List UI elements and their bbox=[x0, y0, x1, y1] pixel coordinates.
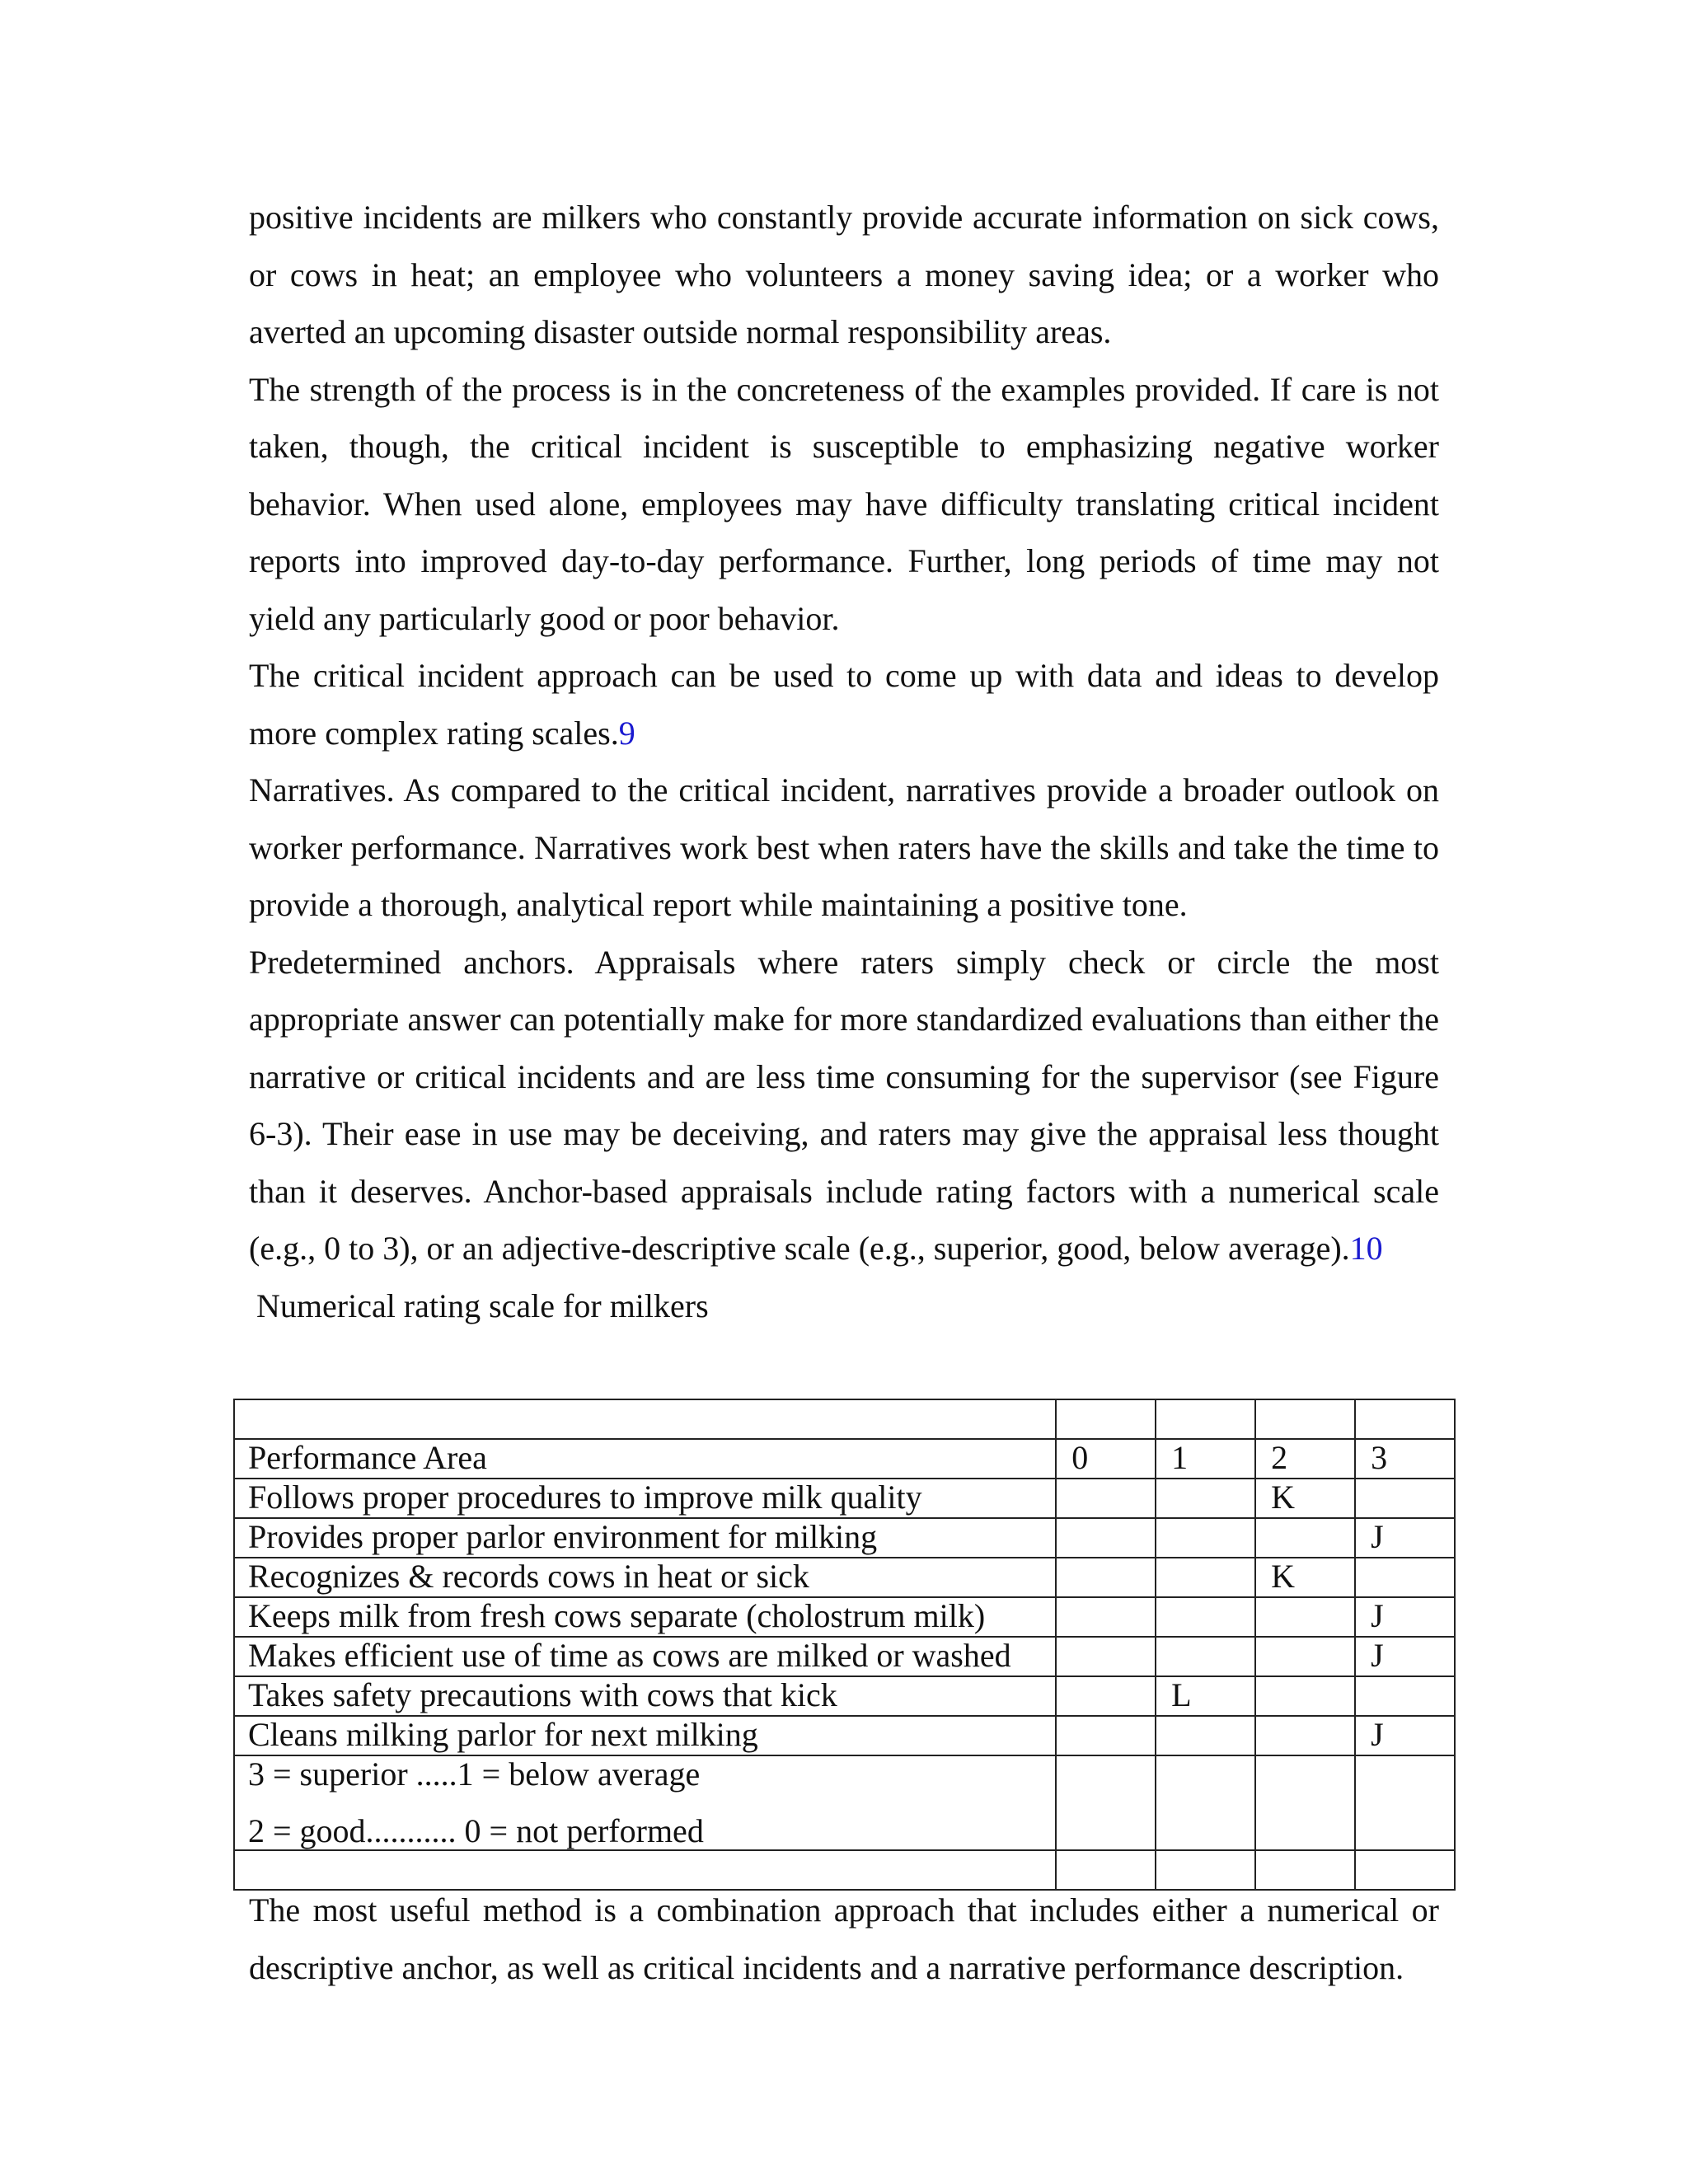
row-mark-2 bbox=[1255, 1676, 1355, 1716]
paragraph-predetermined-anchors: Predetermined anchors. Appraisals where raters simply check or circle the most appropriate answer can potentially make for more standardized evaluations than either the narrative or critical incidents and are less time consuming for the supervisor (see Figure 6-3). Their ease in use may be deceiving, and raters may give the appraisal less thought than it deserves. Anchor-based appraisals include rating factors with a numerical scale (e.g., 0 to 3), or an adjective-descriptive scale (e.g., superior, good, below average).10 bbox=[249, 943, 1439, 1267]
table-row bbox=[234, 1558, 1455, 1597]
row-mark-3: J bbox=[1355, 1716, 1455, 1755]
row-area: Cleans milking parlor for next milking bbox=[234, 1716, 1056, 1755]
row-mark-2 bbox=[1255, 1637, 1355, 1676]
table-blank-row bbox=[234, 1399, 1455, 1439]
row-mark-3 bbox=[1355, 1479, 1455, 1518]
paragraph-combination-approach: The most useful method is a combination approach that includes either a numerical or descriptive anchor, as well as critical incidents and a narrative performance description. bbox=[249, 1891, 1439, 1986]
table-header-row bbox=[234, 1439, 1455, 1479]
row-mark-3: J bbox=[1355, 1518, 1455, 1558]
table-row bbox=[234, 1716, 1455, 1755]
row-mark-1 bbox=[1156, 1479, 1255, 1518]
table-row bbox=[234, 1479, 1455, 1518]
row-mark-0 bbox=[1056, 1479, 1156, 1518]
row-mark-0 bbox=[1056, 1558, 1156, 1597]
row-mark-0 bbox=[1056, 1676, 1156, 1716]
paragraph-critical-incident-examples: positive incidents are milkers who constantly provide accurate information on sick cows, or cows in heat; an employee who volunteers a money saving idea; or a worker who averted an upcoming disaster outside normal responsibility areas. bbox=[249, 199, 1439, 350]
row-mark-2: K bbox=[1255, 1558, 1355, 1597]
row-mark-2 bbox=[1255, 1597, 1355, 1637]
header-score-0: 0 bbox=[1056, 1439, 1156, 1479]
row-area: Keeps milk from fresh cows separate (cholostrum milk) bbox=[234, 1597, 1056, 1637]
header-score-3: 3 bbox=[1355, 1439, 1455, 1479]
scale-legend bbox=[234, 1755, 1056, 1850]
table-caption: Numerical rating scale for milkers bbox=[256, 1286, 709, 1324]
row-mark-0 bbox=[1056, 1637, 1156, 1676]
row-mark-2: K bbox=[1255, 1479, 1355, 1518]
table-legend-row bbox=[234, 1755, 1455, 1850]
row-area: Recognizes & records cows in heat or sick bbox=[234, 1558, 1056, 1597]
row-area: Takes safety precautions with cows that kick bbox=[234, 1676, 1056, 1716]
body-text-bottom bbox=[249, 1882, 1439, 1996]
row-mark-0 bbox=[1056, 1716, 1156, 1755]
table-row bbox=[234, 1637, 1455, 1676]
row-mark-1 bbox=[1156, 1637, 1255, 1676]
paragraph-critical-incident-approach: The critical incident approach can be used to come up with data and ideas to develop more complex rating scales.9 bbox=[249, 657, 1439, 752]
row-mark-2 bbox=[1255, 1518, 1355, 1558]
row-mark-0 bbox=[1056, 1518, 1156, 1558]
row-mark-1: L bbox=[1156, 1676, 1255, 1716]
row-mark-0 bbox=[1056, 1597, 1156, 1637]
table-row bbox=[234, 1597, 1455, 1637]
row-area: Follows proper procedures to improve milk quality bbox=[234, 1479, 1056, 1518]
row-mark-3 bbox=[1355, 1676, 1455, 1716]
row-area: Provides proper parlor environment for milking bbox=[234, 1518, 1056, 1558]
paragraph-process-strength: The strength of the process is in the concreteness of the examples provided. If care is not taken, though, the critical incident is susceptible to emphasizing negative worker behavior. When used alone, employees may have difficulty translating critical incident reports into improved day-to-day performance. Further, long periods of time may not yield any particularly good or poor behavior. bbox=[249, 370, 1439, 637]
header-score-1: 1 bbox=[1156, 1439, 1255, 1479]
row-mark-3: J bbox=[1355, 1637, 1455, 1676]
footnote-link-9[interactable]: 9 bbox=[618, 714, 635, 752]
table-row bbox=[234, 1676, 1455, 1716]
row-mark-2 bbox=[1255, 1716, 1355, 1755]
header-score-2: 2 bbox=[1255, 1439, 1355, 1479]
row-mark-1 bbox=[1156, 1716, 1255, 1755]
row-mark-3: J bbox=[1355, 1597, 1455, 1637]
row-mark-1 bbox=[1156, 1518, 1255, 1558]
row-mark-3 bbox=[1355, 1558, 1455, 1597]
paragraph-narratives: Narratives. As compared to the critical incident, narratives provide a broader outlook on worker performance. Narratives work best when raters have the skills and take the time to provide a thorough, analytical report while maintaining a positive tone. bbox=[249, 771, 1439, 923]
legend-line-2: 2 = good........... 0 = not performed bbox=[248, 1812, 704, 1849]
legend-line-1: 3 = superior .....1 = below average bbox=[248, 1755, 701, 1793]
footnote-link-10[interactable]: 10 bbox=[1349, 1230, 1383, 1267]
table-row bbox=[234, 1518, 1455, 1558]
rating-scale-table bbox=[233, 1399, 1456, 1891]
body-text-top bbox=[249, 189, 1439, 1334]
row-mark-1 bbox=[1156, 1558, 1255, 1597]
header-performance-area: Performance Area bbox=[234, 1439, 1056, 1479]
row-mark-1 bbox=[1156, 1597, 1255, 1637]
row-area: Makes efficient use of time as cows are milked or washed bbox=[234, 1637, 1056, 1676]
